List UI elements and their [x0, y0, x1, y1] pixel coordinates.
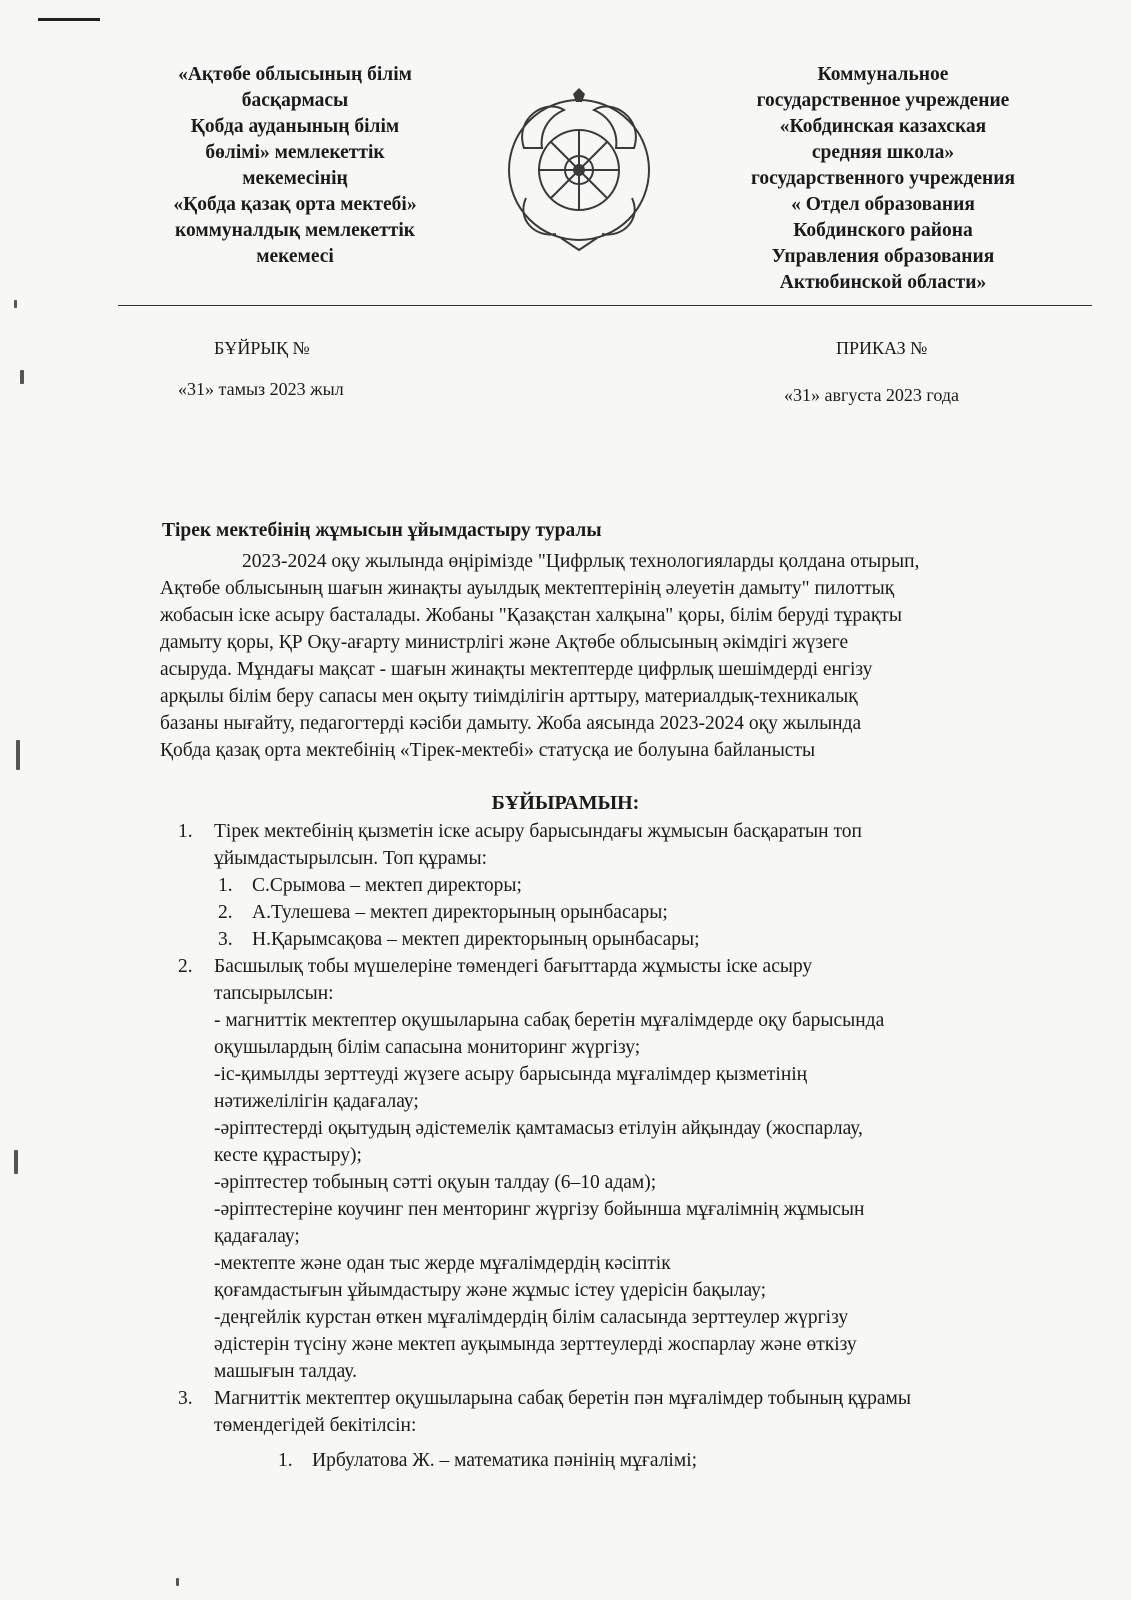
- item-text: -әріптестерді оқытудың әдістемелік қамтамасыз етілуін айқындау (жоспарлау,: [214, 1118, 863, 1139]
- sub-item: [178, 926, 1078, 953]
- item-text: кесте құрастыру);: [214, 1145, 362, 1166]
- header-right-line: государственное учреждение: [756, 90, 1010, 111]
- item-text: қоғамдастығын ұйымдастыру және жұмыс істеу үдерісін бақылау;: [214, 1280, 767, 1301]
- item-text: -іс-қимылды зерттеуді жүзеге асыру барысында мұғалімдер қызметінің: [214, 1064, 808, 1085]
- paragraph-line: жобасын іске асыру басталады. Жобаны "Қазақстан халқына" қоры, білім беруді тұрақты: [160, 605, 902, 626]
- sub-number: 2.: [218, 902, 233, 923]
- order-number-kz: БҰЙРЫҚ №: [214, 338, 310, 358]
- item-number: 3.: [178, 1388, 193, 1409]
- scan-mark: [38, 18, 100, 21]
- scan-speck: [20, 370, 24, 384]
- header-left-line: мекемесінің: [242, 168, 348, 189]
- sub-text: Ирбулатова Ж. – математика пәнінің мұғалімі;: [312, 1450, 698, 1471]
- document-title: Тірек мектебінің жұмысын ұйымдастыру туралы: [162, 520, 602, 541]
- list-item: [178, 1385, 1078, 1412]
- scan-speck: [176, 1578, 179, 1586]
- header-left-line: бөлімі» мемлекеттік: [205, 142, 385, 163]
- item-text: әдістерін түсіну және мектеп ауқымында зерттеулерді жоспарлау және өткізу: [214, 1334, 857, 1355]
- item-text: -мектепте және одан тыс жерде мұғалімдердің кәсіптік: [214, 1253, 671, 1274]
- header-right-line: « Отдел образования: [791, 194, 975, 215]
- item-number: 1.: [178, 821, 193, 842]
- item-text: оқушылардың білім сапасына мониторинг жүргізу;: [214, 1037, 641, 1058]
- date-kz: «31» тамыз 2023 жыл: [178, 379, 344, 399]
- scan-speck: [14, 300, 17, 308]
- sub-number: 1.: [218, 875, 233, 896]
- header-right-line: Актюбинской области»: [779, 272, 987, 293]
- sub-item: [178, 899, 1078, 926]
- list-item: [178, 953, 1078, 980]
- header-right-line: государственного учреждения: [750, 168, 1016, 189]
- header-left-line: Қобда ауданының білім: [190, 116, 400, 137]
- item-text: төмендегідей бекітілсін:: [214, 1415, 417, 1436]
- header-right-line: «Кобдинская казахская: [779, 116, 987, 137]
- item-text: Магниттік мектептер оқушыларына сабақ беретін пән мұғалімдер тобының құрамы: [214, 1388, 912, 1409]
- item-text: тапсырылсын:: [214, 983, 334, 1004]
- header-right-line: Кобдинского района: [793, 220, 973, 241]
- sub-number: 3.: [218, 929, 233, 950]
- header-right-line: Управления образования: [771, 246, 995, 267]
- paragraph-line: 2023-2024 оқу жылында өңірімізде "Цифрлық технологияларды қолдана отырып,: [242, 551, 920, 572]
- item-text: машығын талдау.: [214, 1361, 357, 1382]
- header-left: [130, 62, 460, 270]
- paragraph-line: дамыту қоры, ҚР Оқу-ағарту министрлігі және Ақтөбе облысының әкімдігі жүзеге: [160, 632, 849, 653]
- order-items: [178, 818, 1078, 1474]
- paragraph-line: арқылы білім беру сапасы мен оқыту тиімділігін арттыру, материалдық-техникалық: [160, 686, 858, 707]
- header-left-line: «Қобда қазақ орта мектебі»: [173, 194, 417, 215]
- paragraph-line: асыруда. Мұндағы мақсат - шағын жинақты мектептерде цифрлық шешімдерді енгізу: [160, 659, 873, 680]
- sub-text: С.Срымова – мектеп директоры;: [252, 875, 522, 896]
- item-text: -деңгейлік курстан өткен мұғалімдердің білім саласында зерттеулер жүргізу: [214, 1307, 849, 1328]
- item-text: -әріптестер тобының сәтті оқуын талдау (6–10 адам);: [214, 1172, 657, 1193]
- item-text: - магниттік мектептер оқушыларына сабақ беретін мұғалімдерде оқу барысында: [214, 1010, 885, 1031]
- header-left-line: мекемесі: [256, 246, 334, 267]
- sub-text: Н.Қарымсақова – мектеп директорының орынбасары;: [252, 929, 700, 950]
- intro-paragraph: [160, 548, 1060, 764]
- item-text: ұйымдастырылсын. Топ құрамы:: [214, 848, 487, 869]
- header-right-line: Коммунальное: [817, 64, 949, 85]
- sub-item: [178, 872, 1078, 899]
- item-text: Тірек мектебінің қызметін іске асыру барысындағы жұмысын басқаратын топ: [214, 821, 862, 842]
- paragraph-line: Ақтөбе облысының шағын жинақты ауылдық мектептерінің әлеуетін дамыту" пилоттық: [160, 578, 895, 599]
- paragraph-line: базаны нығайту, педагогтерді кәсіби дамыту. Жоба аясында 2023-2024 оқу жылында: [160, 713, 862, 734]
- sub-text: А.Тулешева – мектеп директорының орынбасары;: [252, 902, 668, 923]
- sub-item: [178, 1447, 1078, 1474]
- item-number: 2.: [178, 956, 193, 977]
- order-number-ru: ПРИКАЗ №: [836, 338, 928, 358]
- header-right-line: средняя школа»: [811, 142, 955, 163]
- header-left-line: «Ақтөбе облысының білім: [178, 64, 412, 85]
- scan-speck: [14, 1150, 18, 1174]
- command-heading: БҰЙЫРАМЫН:: [491, 792, 640, 814]
- item-text: нәтижелілігін қадағалау;: [214, 1091, 419, 1112]
- item-text: -әріптестеріне коучинг пен менторинг жүргізу бойынша мұғалімнің жұмысын: [214, 1199, 865, 1220]
- paragraph-line: Қобда қазақ орта мектебінің «Тірек-мектебі» статусқа ие болуына байланысты: [160, 740, 816, 761]
- item-text: Басшылық тобы мүшелеріне төмендегі бағыттарда жұмысты іске асыру: [214, 956, 813, 977]
- date-ru: «31» августа 2023 года: [784, 385, 959, 405]
- header-divider: [118, 305, 1092, 306]
- list-item: [178, 818, 1078, 845]
- sub-number: 1.: [278, 1450, 293, 1471]
- header-right: [718, 62, 1048, 296]
- header-left-line: басқармасы: [241, 90, 349, 111]
- state-emblem-icon: [506, 88, 652, 256]
- header-left-line: коммуналдық мемлекеттік: [175, 220, 415, 241]
- item-text: қадағалау;: [214, 1226, 300, 1247]
- scan-speck: [16, 740, 20, 770]
